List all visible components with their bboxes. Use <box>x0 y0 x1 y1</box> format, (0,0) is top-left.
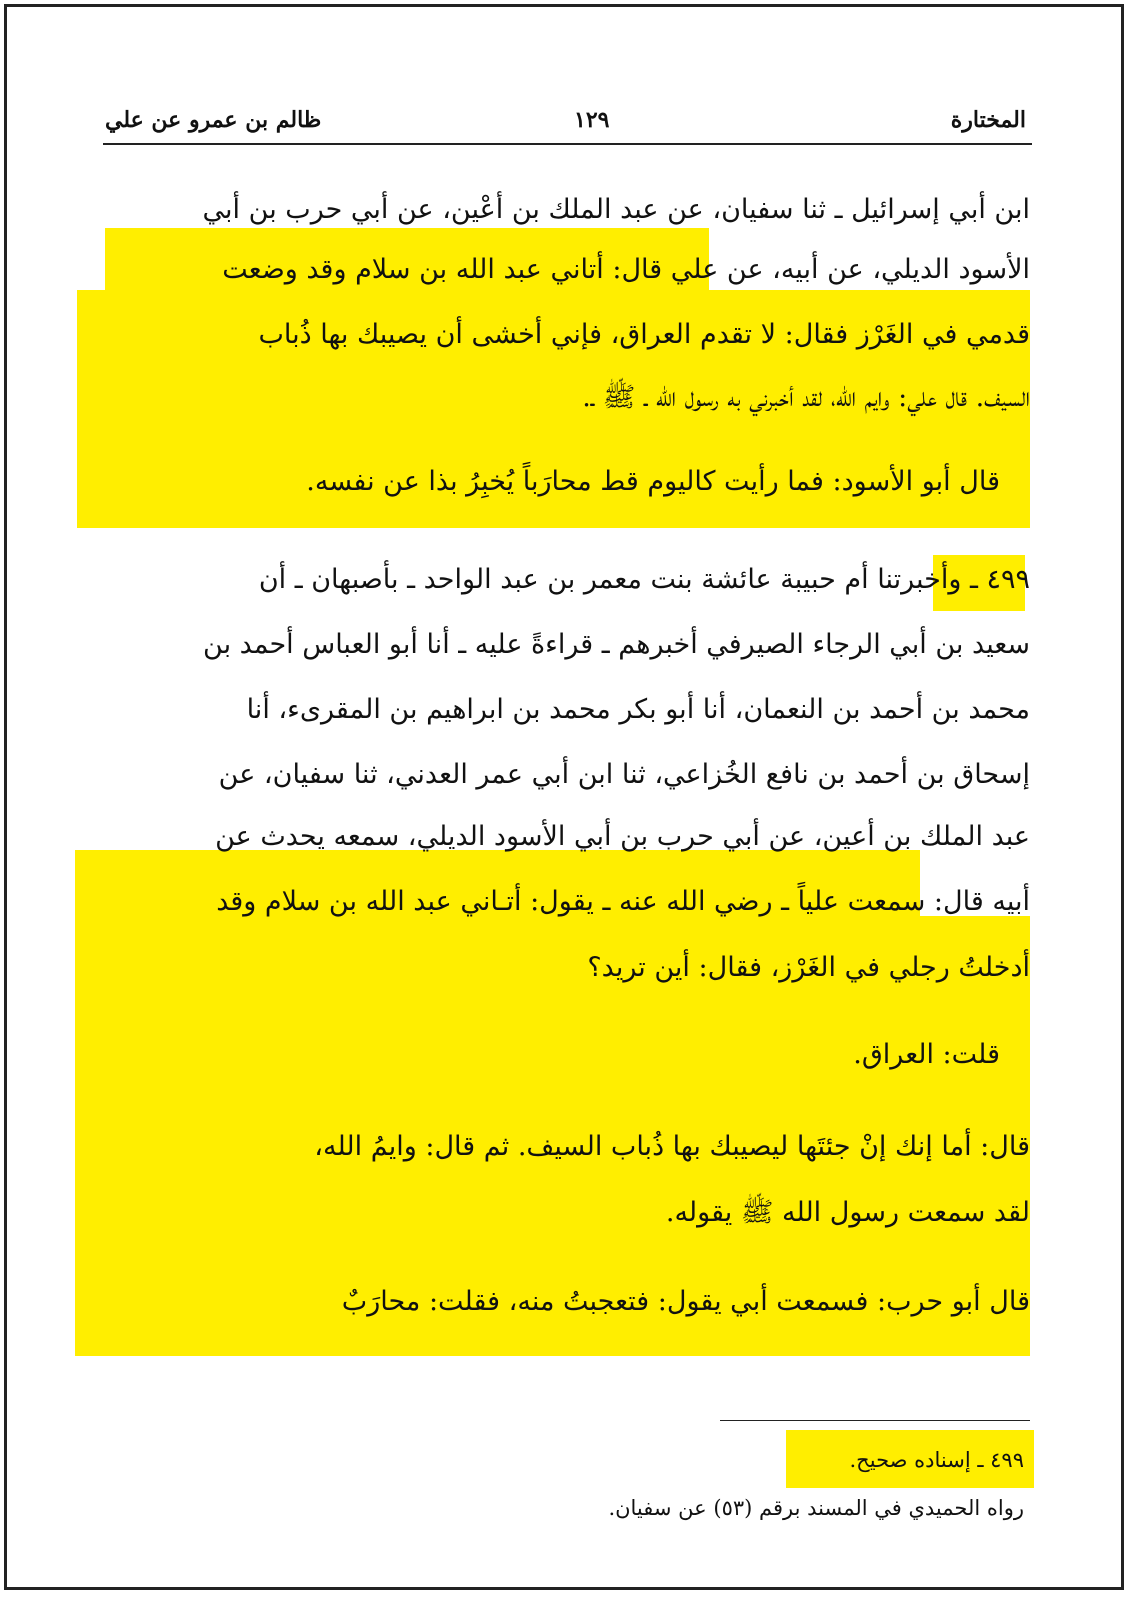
body-line-12: أدخلتُ رجلي في الغَرْز، فقال: أين تريد؟ <box>587 952 1030 983</box>
body-line-3: قدمي في الغَرْز فقال: لا تقدم العراق، فإني أخشى أن يصيبك بها ذُباب <box>258 319 1030 350</box>
body-line-2: الأسود الديلي، عن أبيه، عن علي قال: أتاني عبد الله بن سلام وقد وضعت <box>222 254 1030 285</box>
book-title: المختارة <box>950 107 1026 133</box>
body-line-11: أبيه قال: سمعت علياً ـ رضي الله عنه ـ يقول: أتـاني عبد الله بن سلام وقد <box>216 886 1030 917</box>
body-line-9: إسحاق بن أحمد بن نافع الخُزاعي، ثنا ابن أبي عمر العدني، ثنا سفيان، عن <box>218 759 1030 790</box>
body-line-7: سعيد بن أبي الرجاء الصيرفي أخبرهم ـ قراءةً عليه ـ أنا أبو العباس أحمد بن <box>203 629 1030 660</box>
footnote-rule <box>720 1420 1030 1421</box>
page-number: ١٢٩ <box>574 107 610 133</box>
body-line-8: محمد بن أحمد بن النعمان، أنا أبو بكر محمد بن ابراهيم بن المقرىء، أنا <box>246 694 1030 725</box>
footnote-line-2: رواه الحميدي في المسند برقم (٥٣) عن سفيان. <box>608 1496 1024 1520</box>
header-rule <box>103 143 1032 145</box>
footnote-line-1: ٤٩٩ ـ إسناده صحيح. <box>849 1448 1024 1472</box>
body-line-4: السيف. قال علي: وايم الله، لقد أخبرني به رسول الله ـ ﷺ ـ. <box>582 382 1030 413</box>
body-line-1: ابن أبي إسرائيل ـ ثنا سفيان، عن عبد الملك بن أعْين، عن أبي حرب بن أبي <box>202 194 1030 225</box>
body-line-13: قلت: العراق. <box>853 1039 1000 1070</box>
body-line-14: قال: أما إنك إنْ جئتَها ليصيبك بها ذُباب السيف. ثم قال: وايمُ الله، <box>314 1131 1030 1162</box>
body-line-6: ٤٩٩ ـ وأخبرتنا أم حبيبة عائشة بنت معمر بن عبد الواحد ـ بأصبهان ـ أن <box>258 564 1030 595</box>
body-line-15: لقد سمعت رسول الله ﷺ يقوله. <box>665 1197 1030 1228</box>
chapter-title: ظالم بن عمرو عن علي <box>105 107 322 133</box>
body-line-10: عبد الملك بن أعين، عن أبي حرب بن أبي الأسود الديلي، سمعه يحدث عن <box>215 821 1030 852</box>
body-line-16: قال أبو حرب: فسمعت أبي يقول: فتعجبتُ منه، فقلت: محارَبٌ <box>341 1286 1030 1317</box>
body-line-5: قال أبو الأسود: فما رأيت كاليوم قط محارَباً يُخبِرُ بذا عن نفسه. <box>306 466 1000 497</box>
